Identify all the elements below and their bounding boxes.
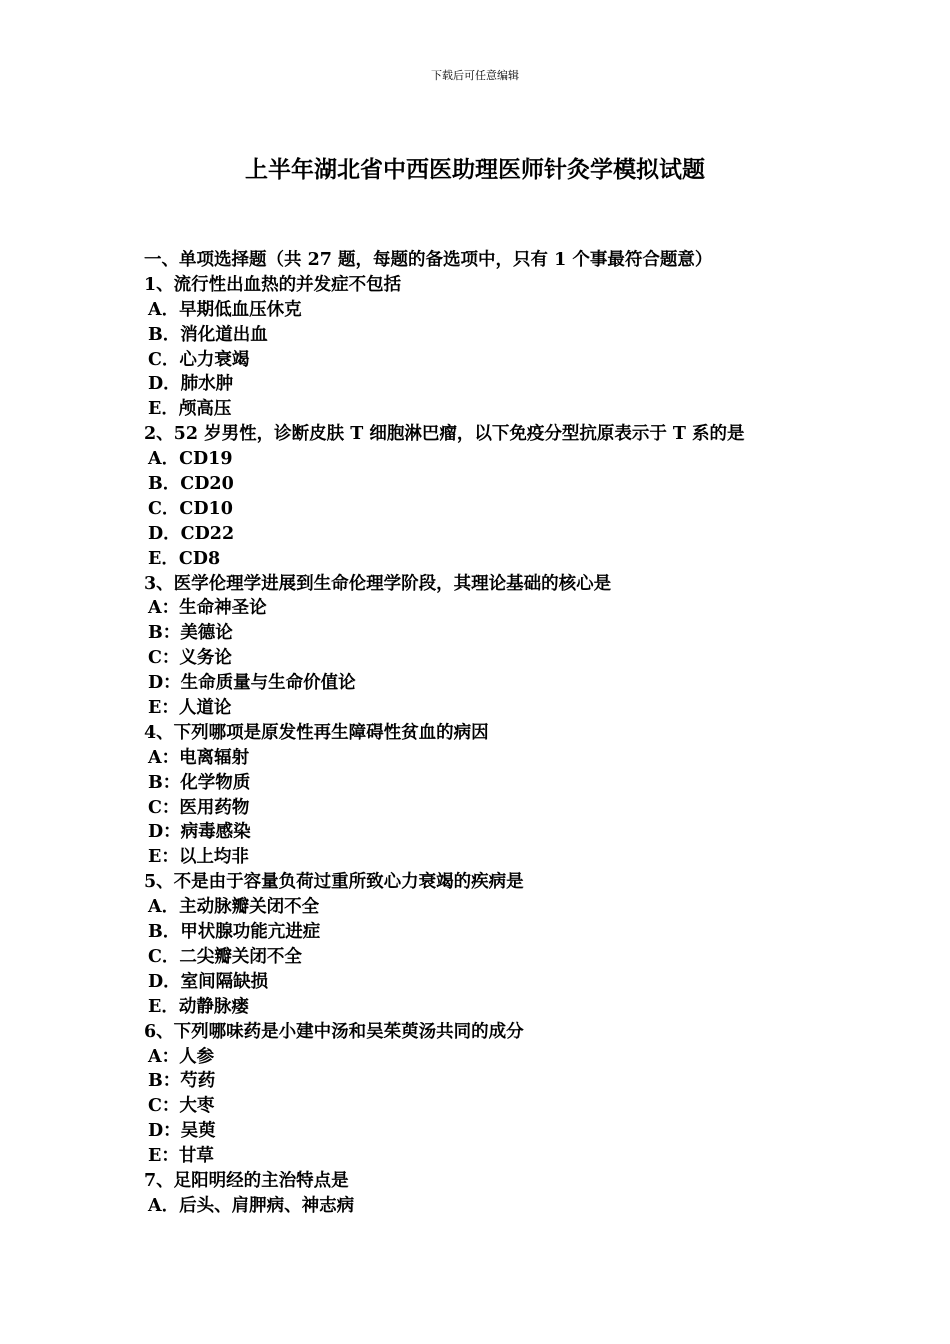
question-stem: 1、流行性出血热的并发症不包括: [144, 274, 402, 295]
option-c: C：医用药物: [148, 797, 250, 818]
option-e: E：人道论: [148, 698, 232, 719]
option-d: D．室间隔缺损: [148, 971, 269, 992]
option-b: B．消化道出血: [148, 324, 268, 345]
option-a: A．后头、肩胛病、神志病: [148, 1195, 355, 1216]
option-a: A．主动脉瓣关闭不全: [148, 897, 320, 918]
option-e: E．颅高压: [148, 399, 232, 420]
option-b: B：芍药: [148, 1071, 216, 1092]
option-a: A：人参: [148, 1046, 215, 1067]
option-a: A：电离辐射: [148, 747, 250, 768]
option-d: D．肺水肿: [148, 374, 234, 395]
option-a: A：生命神圣论: [148, 598, 267, 619]
option-c: C：大枣: [148, 1096, 215, 1117]
option-c: C．CD10: [148, 498, 233, 519]
question-4: [144, 721, 844, 870]
option-a: A．CD19: [148, 449, 233, 470]
option-b: B．CD20: [148, 474, 234, 495]
option-e: E．动静脉瘘: [148, 996, 249, 1017]
page-header-note: 下载后可任意编辑: [431, 69, 519, 82]
option-e: E．CD8: [148, 548, 221, 569]
question-stem: 7、足阳明经的主治特点是: [144, 1170, 349, 1191]
question-stem: 2、52 岁男性，诊断皮肤 T 细胞淋巴瘤，以下免疫分型抗原表示于 T 系的是: [144, 424, 745, 445]
question-stem: 4、下列哪项是原发性再生障碍性贫血的病因: [144, 722, 489, 743]
option-b: B．甲状腺功能亢进症: [148, 922, 321, 943]
option-e: E：以上均非: [148, 847, 249, 868]
option-e: E：甘草: [148, 1146, 214, 1167]
option-a: A．早期低血压休克: [148, 299, 302, 320]
document-title: 上半年湖北省中西医助理医师针灸学模拟试题: [245, 156, 705, 183]
question-stem: 5、不是由于容量负荷过重所致心力衰竭的疾病是: [144, 872, 524, 893]
question-stem: 3、医学伦理学进展到生命伦理学阶段，其理论基础的核心是: [144, 573, 612, 594]
option-d: D：病毒感染: [148, 822, 251, 843]
option-d: D．CD22: [148, 523, 235, 544]
option-b: B：美德论: [148, 623, 233, 644]
question-2: [144, 422, 844, 571]
question-5: [144, 870, 844, 1019]
question-3: [144, 572, 844, 721]
option-b: B：化学物质: [148, 772, 251, 793]
option-d: D：生命质量与生命价值论: [148, 673, 356, 694]
question-7: [144, 1169, 844, 1219]
question-6: [144, 1020, 844, 1169]
question-1: [144, 273, 844, 422]
option-c: C：义务论: [148, 648, 232, 669]
option-c: C．二尖瓣关闭不全: [148, 946, 302, 967]
exam-content: [144, 248, 844, 1219]
option-c: C．心力衰竭: [148, 349, 250, 370]
question-stem: 6、下列哪味药是小建中汤和吴茱萸汤共同的成分: [144, 1021, 524, 1042]
option-d: D：吴萸: [148, 1121, 216, 1142]
section-heading: 一、单项选择题（共 27 题，每题的备选项中，只有 1 个事最符合题意）: [144, 250, 713, 270]
